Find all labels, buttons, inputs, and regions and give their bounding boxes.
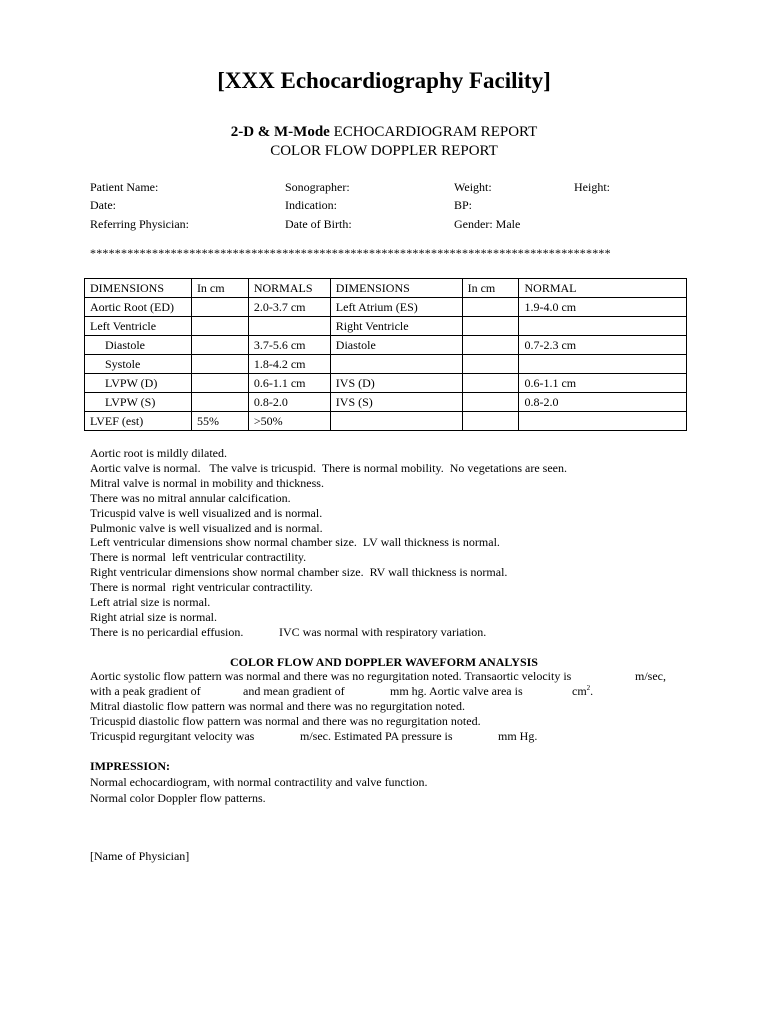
table-cell — [191, 298, 248, 317]
finding-line: Right ventricular dimensions show normal chamber size. RV wall thickness is normal. — [90, 565, 508, 580]
color-flow-line-4 — [90, 714, 690, 729]
tricuspid-velocity-label: Tricuspid regurgitant velocity was — [90, 729, 255, 743]
weight-label: Weight: — [454, 180, 492, 194]
finding-line: Aortic valve is normal. The valve is tricuspid. There is normal mobility. No vegetations are seen. — [90, 460, 567, 475]
table-cell: 0.8-2.0 — [519, 393, 687, 412]
finding-line: Pulmonic valve is well visualized and is normal. — [90, 520, 323, 535]
bp-label: BP: — [454, 198, 473, 212]
table-cell: 3.7-5.6 cm — [248, 336, 330, 355]
table-cell — [191, 355, 248, 374]
finding-line: Right atrial size is normal. — [90, 609, 217, 624]
table-cell: 55% — [191, 412, 248, 431]
dimensions-table — [84, 278, 687, 431]
table-cell: 0.8-2.0 — [248, 393, 330, 412]
finding-line: Mitral valve is normal in mobility and thickness. — [90, 475, 324, 490]
table-row — [85, 393, 687, 412]
color-flow-title: COLOR FLOW AND DOPPLER WAVEFORM ANALYSIS — [230, 655, 538, 669]
table-cell — [462, 317, 519, 336]
color-flow-body — [90, 669, 690, 744]
table-cell — [462, 355, 519, 374]
table-row — [85, 374, 687, 393]
finding-line: Left atrial size is normal. — [90, 595, 211, 610]
facility-name: [XXX Echocardiography Facility] — [217, 68, 551, 93]
table-cell: LVEF (est) — [85, 412, 192, 431]
table-row — [85, 336, 687, 355]
finding-line: There is normal left ventricular contractility. — [90, 550, 307, 565]
table-cell: Diastole — [330, 336, 462, 355]
finding-line: Tricuspid valve is well visualized and is normal. — [90, 505, 323, 520]
table-header-cell: In cm — [191, 279, 248, 298]
table-cell — [462, 412, 519, 431]
table-cell: LVPW (S) — [85, 393, 192, 412]
table-cell: 1.9-4.0 cm — [519, 298, 687, 317]
table-cell — [191, 336, 248, 355]
report-title-1-bold: 2-D & M-Mode — [230, 124, 330, 140]
finding-line: There is normal right ventricular contractility. — [90, 580, 313, 595]
indication-label: Indication: — [285, 198, 337, 212]
ivc-note: IVC was normal with respiratory variation. — [279, 624, 487, 639]
table-cell: 1.8-4.2 cm — [248, 355, 330, 374]
impression-line: Normal echocardiogram, with normal contractility and valve function. — [90, 775, 428, 789]
table-header-row — [85, 279, 687, 298]
table-cell: 0.6-1.1 cm — [248, 374, 330, 393]
tricuspid-flow-text: Tricuspid diastolic flow pattern was normal and there was no regurgitation noted. — [90, 714, 481, 728]
color-flow-line-1 — [90, 669, 690, 684]
table-cell: Aortic Root (ED) — [85, 298, 192, 317]
table-cell — [330, 412, 462, 431]
report-title-2: COLOR FLOW DOPPLER REPORT — [270, 143, 498, 159]
table-header-cell: DIMENSIONS — [85, 279, 192, 298]
table-cell: Left Ventricle — [85, 317, 192, 336]
pa-pressure-label: m/sec. Estimated PA pressure is — [300, 729, 453, 743]
table-cell: >50% — [248, 412, 330, 431]
table-cell: Right Ventricle — [330, 317, 462, 336]
table-cell — [462, 393, 519, 412]
aortic-valve-area-unit: $cm^2$. — [572, 684, 594, 698]
mean-gradient-label: and mean gradient of — [243, 684, 345, 698]
finding-line: Left ventricular dimensions show normal chamber size. LV wall thickness is normal. — [90, 535, 500, 550]
report-title-1 — [0, 124, 768, 141]
table-cell: 0.7-2.3 cm — [519, 336, 687, 355]
table-cell — [519, 355, 687, 374]
table-cell — [519, 412, 687, 431]
mitral-flow-text: Mitral diastolic flow pattern was normal and there was no regurgitation noted. — [90, 699, 466, 713]
patient-name-label: Patient Name: — [90, 180, 159, 194]
table-cell: Diastole — [85, 336, 192, 355]
table-cell — [462, 374, 519, 393]
color-flow-line-2 — [90, 684, 690, 699]
pa-pressure-unit: mm Hg. — [498, 729, 538, 743]
table-cell — [191, 374, 248, 393]
aortic-flow-text: Aortic systolic flow pattern was normal and there was no regurgitation noted. Transaortic velocity is — [90, 669, 572, 683]
table-cell — [462, 336, 519, 355]
color-flow-line-5 — [90, 729, 690, 744]
date-label: Date: — [90, 198, 116, 212]
findings-list — [90, 446, 567, 640]
finding-line: There is no pericardial effusion. IVC was normal with respiratory variation. — [90, 624, 487, 639]
color-flow-line-3 — [90, 699, 690, 714]
table-header-cell: In cm — [462, 279, 519, 298]
table-header-cell: NORMAL — [519, 279, 687, 298]
table-row — [85, 298, 687, 317]
table-cell — [462, 298, 519, 317]
height-label: Height: — [574, 180, 610, 194]
table-cell: IVS (D) — [330, 374, 462, 393]
table-cell: IVS (S) — [330, 393, 462, 412]
table-row — [85, 412, 687, 431]
table-cell: 2.0-3.7 cm — [248, 298, 330, 317]
table-row — [85, 355, 687, 374]
table-cell: LVPW (D) — [85, 374, 192, 393]
table-cell: Left Atrium (ES) — [330, 298, 462, 317]
table-cell — [519, 317, 687, 336]
transaortic-velocity-unit: m/sec, — [635, 669, 666, 683]
report-title-1-rest: ECHOCARDIOGRAM REPORT — [329, 124, 538, 140]
impression-line: Normal color Doppler flow patterns. — [90, 791, 266, 805]
aortic-valve-area-label: mm hg. Aortic valve area is — [390, 684, 523, 698]
gender-label: Gender: Male — [454, 217, 521, 231]
table-header-cell: NORMALS — [248, 279, 330, 298]
date-of-birth-label: Date of Birth: — [285, 217, 352, 231]
impression-section — [90, 758, 428, 806]
referring-physician-label: Referring Physician: — [90, 217, 189, 231]
separator-line: ************************************************************************************ — [90, 246, 611, 260]
finding-line: There was no mitral annular calcification. — [90, 490, 291, 505]
table-row — [85, 317, 687, 336]
impression-heading: IMPRESSION: — [90, 759, 171, 773]
table-cell — [330, 355, 462, 374]
table-cell: Systole — [85, 355, 192, 374]
table-header-cell: DIMENSIONS — [330, 279, 462, 298]
finding-line: Aortic root is mildly dilated. — [90, 446, 227, 460]
table-cell: 0.6-1.1 cm — [519, 374, 687, 393]
sonographer-label: Sonographer: — [285, 180, 350, 194]
table-cell — [191, 393, 248, 412]
physician-name: [Name of Physician] — [90, 849, 190, 863]
peak-gradient-label: with a peak gradient of — [90, 684, 201, 698]
table-cell — [248, 317, 330, 336]
table-cell — [191, 317, 248, 336]
